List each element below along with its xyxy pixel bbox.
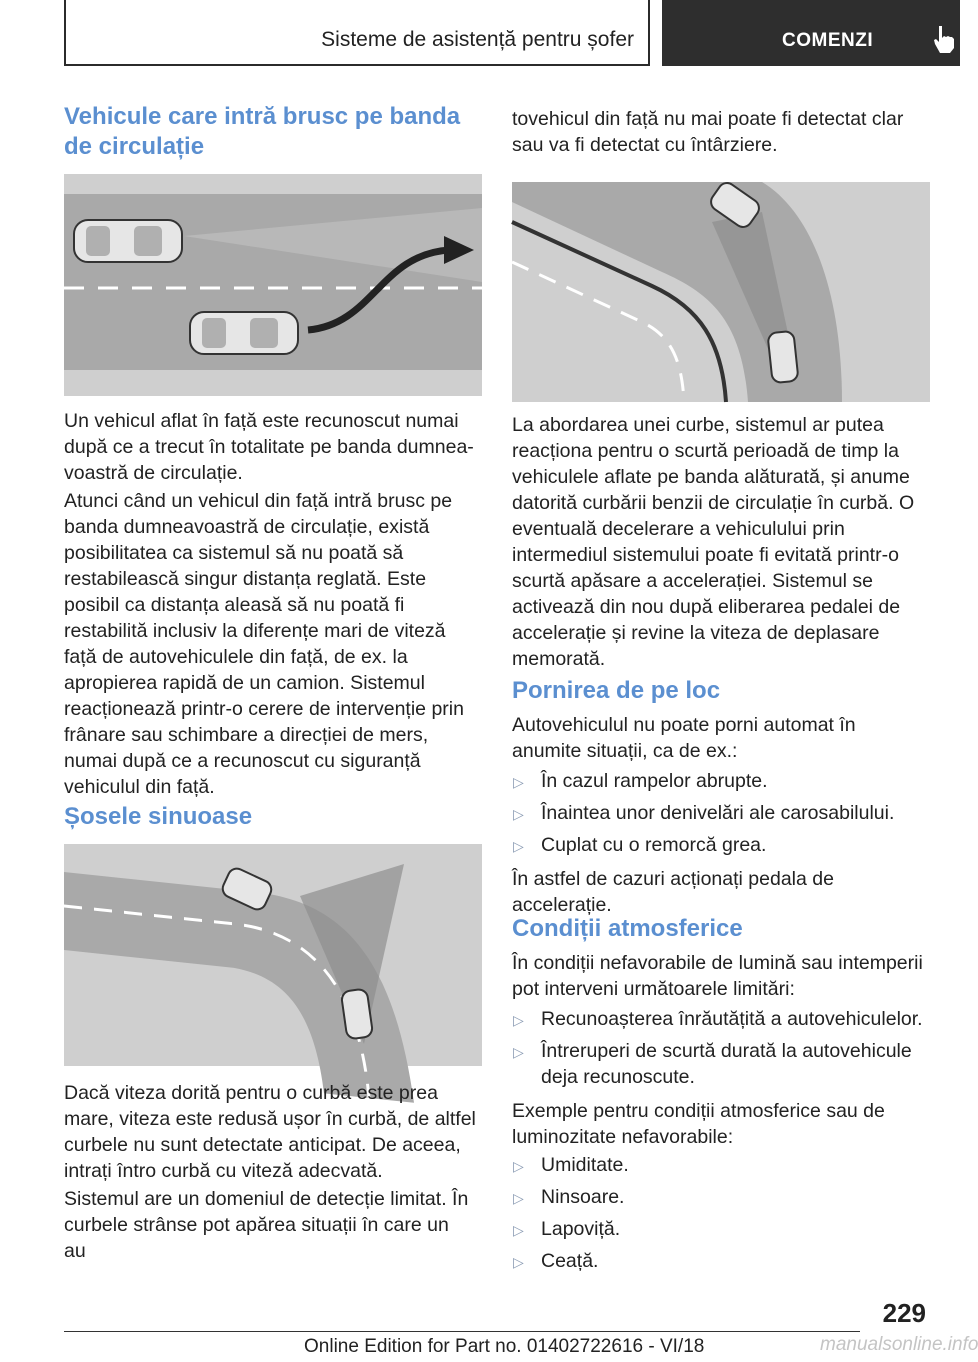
figure-adjacent-lane	[512, 182, 930, 402]
footer-watermark: manualsonline.info	[820, 1334, 978, 1355]
bullet-item: ▷ Cuplat cu o remorcă grea.	[512, 832, 930, 858]
bullet-item: ▷ Ninsoare.	[512, 1184, 930, 1210]
paragraph-8: În condiții nefavorabile de lumină sau intemperii pot interveni următoarele limitări:	[512, 952, 923, 1000]
heading-weather: Condiții atmosferice	[512, 915, 743, 942]
paragraph-5: La abordarea unei curbe, sistemul ar putea reacționa pentru o scurtă perioadă de timp la vehiculele aflate pe banda alăturată, și anume datorită curbării benzii de circulație în curbă. O eventuală decelerare a vehiculului prin intermediul sistemului poate fi evitată printr-o scurtă apăsare a accelerației. Sistemul se activează din nou după eliberarea pedalei de accelerație și revine la viteza de deplasare memorată.	[512, 414, 915, 670]
bullet-triangle-icon: ▷	[513, 1254, 524, 1270]
car-lead-icon	[341, 988, 373, 1039]
paragraph-continued: tovehicul din față nu mai poate fi detectat clar sau va fi detectat cu întârziere.	[512, 108, 904, 156]
cutting-in-car-icon	[190, 312, 298, 354]
car-ahead-icon	[74, 220, 182, 262]
bullet-item: ▷ Ceață.	[512, 1248, 930, 1274]
bullet-item: ▷ Întreruperi de scurtă durată la autovehicule deja recunoscute.	[513, 1040, 912, 1088]
bullet-triangle-icon: ▷	[513, 1222, 524, 1238]
chapter-tab-label: COMENZI	[782, 30, 874, 51]
bullet-triangle-icon: ▷	[513, 838, 524, 854]
bullet-triangle-icon: ▷	[513, 1012, 524, 1028]
car-own-icon	[767, 331, 798, 383]
heading-starting: Pornirea de pe loc	[512, 677, 721, 704]
bullet-triangle-icon: ▷	[513, 1158, 524, 1174]
paragraph-9: Exemple pentru condiții atmosferice sau de luminozitate nefavorabile:	[512, 1100, 885, 1148]
paragraph-7: În astfel de cazuri acționați pedala de accelerație.	[512, 868, 834, 916]
footer-divider	[64, 1331, 860, 1332]
hand-pointer-icon	[930, 24, 958, 54]
bullet-item: ▷ Înaintea unor denivelări ale carosabilului.	[512, 800, 930, 826]
bullet-triangle-icon: ▷	[513, 1190, 524, 1206]
figure-cut-in	[64, 174, 482, 396]
heading-cut-in: Vehicule care intră brusc pe banda de circulație	[64, 103, 461, 160]
paragraph-3: Dacă viteza dorită pentru o curbă este prea mare, viteza este redusă ușor în curbă, de altfel curbele nu sunt detectate anticipat. De aceea, intrați întro curbă cu viteză adecvată.	[64, 1082, 476, 1182]
bullet-triangle-icon: ▷	[513, 806, 524, 822]
bullet-triangle-icon: ▷	[513, 1044, 524, 1060]
paragraph-1: Un vehicul aflat în față este recunoscut numai după ce a trecut în totalitate pe banda dumneavoastră de circulație.	[64, 410, 474, 484]
paragraph-6: Autovehiculul nu poate porni automat în anumite situații, ca de ex.:	[512, 714, 856, 762]
footer-edition: Online Edition for Part no. 01402722616 - VI/18	[304, 1336, 705, 1357]
figure-winding-road	[64, 844, 482, 1066]
bullet-item: ▷ Recunoașterea înrăutățită a autovehiculelor.	[512, 1006, 930, 1032]
bullet-triangle-icon: ▷	[513, 774, 524, 790]
bullet-item: ▷ Umiditate.	[512, 1152, 930, 1178]
page-number: 229	[882, 1298, 926, 1328]
header-frame	[64, 0, 650, 66]
bullet-item: ▷ Lapoviță.	[512, 1216, 930, 1242]
chapter-tab[interactable]	[662, 0, 960, 66]
paragraph-2: Atunci când un vehicul din față intră brusc pe banda dumneavoastră de circulație, există posibilitatea ca sistemul să nu poată să restabilească singur distanța reglată. Este posibil ca distanța aleasă să nu poată fi restabilită inclusiv la diferențe mari de viteză față de autovehiculele din față, de ex. la apropierea rapidă de un camion. Sistemul reacționează printr-o cerere de intervenție prin frânare sau schimbare a direcției de mers, numai după ce a recunoscut cu siguranță vehiculul din față.	[64, 490, 464, 798]
heading-winding-roads: Șosele sinuoase	[64, 803, 253, 830]
bullet-item: ▷ În cazul rampelor abrupte.	[512, 768, 930, 794]
section-title: Sisteme de asistență pentru șofer	[321, 28, 634, 51]
paragraph-4: Sistemul are un domeniul de detecție limitat. În curbele strânse pot apărea situații în care un au	[64, 1188, 469, 1262]
